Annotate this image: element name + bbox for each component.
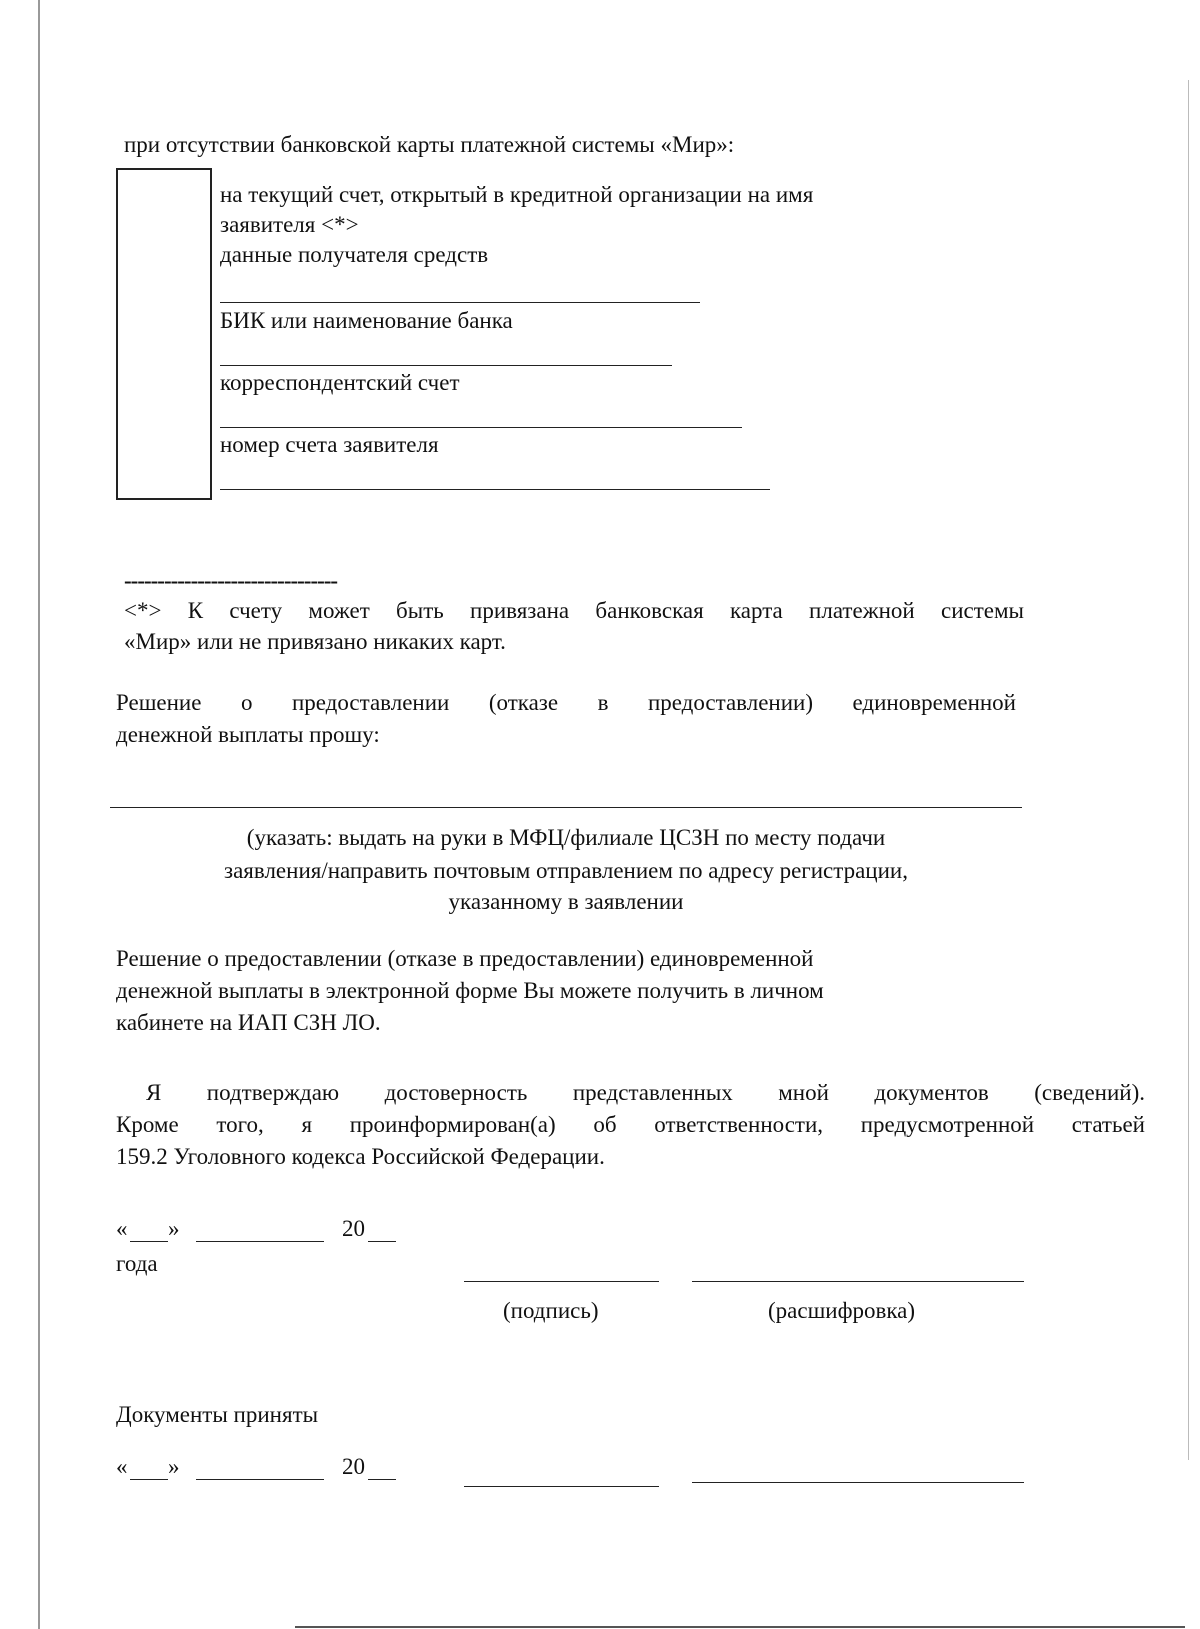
date-year-prefix: 20 (342, 1216, 365, 1241)
decoding-field-line[interactable] (692, 1281, 1024, 1282)
date-year-word: года (116, 1251, 158, 1276)
scan-edge-left (38, 0, 40, 1629)
decision-request-line-2: денежной выплаты прошу: (116, 722, 380, 747)
footnote-line-2: «Мир» или не привязано никаких карт. (124, 629, 506, 654)
box-text-line-3: данные получателя средств (220, 242, 489, 267)
accepted-date-year-field[interactable] (368, 1479, 396, 1480)
bik-label: БИК или наименование банка (220, 308, 513, 333)
footnote-line-1: <*> К счету может быть привязана банковская карта платежной системы (124, 598, 1024, 623)
corr-account-label: корреспондентский счет (220, 370, 460, 395)
electronic-line-1: Решение о предоставлении (отказе в предоставлении) единовременной (116, 946, 814, 971)
confirmation-line-2: Кроме того, я проинформирован(а) об ответственности, предусмотренной статьей (116, 1112, 1145, 1137)
decision-request-line-1: Решение о предоставлении (отказе в предоставлении) единовременной (116, 690, 1016, 715)
account-number-field-line[interactable] (220, 489, 770, 490)
intro-text: при отсутствии банковской карты платежной системы «Мир»: (124, 132, 735, 157)
payment-option-checkbox[interactable] (116, 168, 212, 500)
recipient-data-field-line[interactable] (220, 302, 700, 303)
documents-accepted-label: Документы приняты (116, 1402, 319, 1427)
instruction-line-1: (указать: выдать на руки в МФЦ/филиале ЦСЗН по месту подачи (246, 825, 886, 850)
signature-field-line[interactable] (464, 1281, 659, 1282)
footnote-separator: -------------------------------- (124, 568, 338, 593)
date-month-field[interactable] (196, 1241, 324, 1242)
confirmation-line-1: Я подтверждаю достоверность представленных мной документов (сведений). (146, 1080, 1145, 1105)
scan-edge-bottom (295, 1626, 1185, 1628)
corr-account-field-line[interactable] (220, 427, 742, 428)
box-text-line-2: заявителя <*> (220, 212, 359, 237)
accepted-date-month-field[interactable] (196, 1479, 324, 1480)
accepted-decoding-field-line[interactable] (692, 1482, 1024, 1483)
account-number-label: номер счета заявителя (220, 432, 439, 457)
accepted-date-day-field[interactable] (130, 1479, 168, 1480)
date-open-quote: « (116, 1216, 128, 1241)
accepted-signature-field-line[interactable] (464, 1486, 659, 1487)
confirmation-line-3: 159.2 Уголовного кодекса Российской Федерации. (116, 1144, 605, 1169)
date-close-quote: » (168, 1216, 180, 1241)
instruction-line-2: заявления/направить почтовым отправлением по адресу регистрации, (224, 858, 908, 883)
bik-field-line[interactable] (220, 365, 672, 366)
box-text-line-1: на текущий счет, открытый в кредитной организации на имя (220, 182, 814, 207)
decision-method-field-line[interactable] (110, 807, 1022, 808)
scan-edge-right (1188, 80, 1189, 1460)
accepted-date-year-prefix: 20 (342, 1454, 365, 1479)
date-year-field[interactable] (368, 1241, 396, 1242)
instruction-line-3: указанному в заявлении (448, 889, 684, 914)
electronic-line-2: денежной выплаты в электронной форме Вы можете получить в личном (116, 978, 824, 1003)
electronic-line-3: кабинете на ИАП СЗН ЛО. (116, 1010, 381, 1035)
accepted-date-close-quote: » (168, 1454, 180, 1479)
date-day-field[interactable] (130, 1241, 168, 1242)
signature-label: (подпись) (503, 1298, 599, 1323)
accepted-date-open-quote: « (116, 1454, 128, 1479)
decoding-label: (расшифровка) (768, 1298, 916, 1323)
